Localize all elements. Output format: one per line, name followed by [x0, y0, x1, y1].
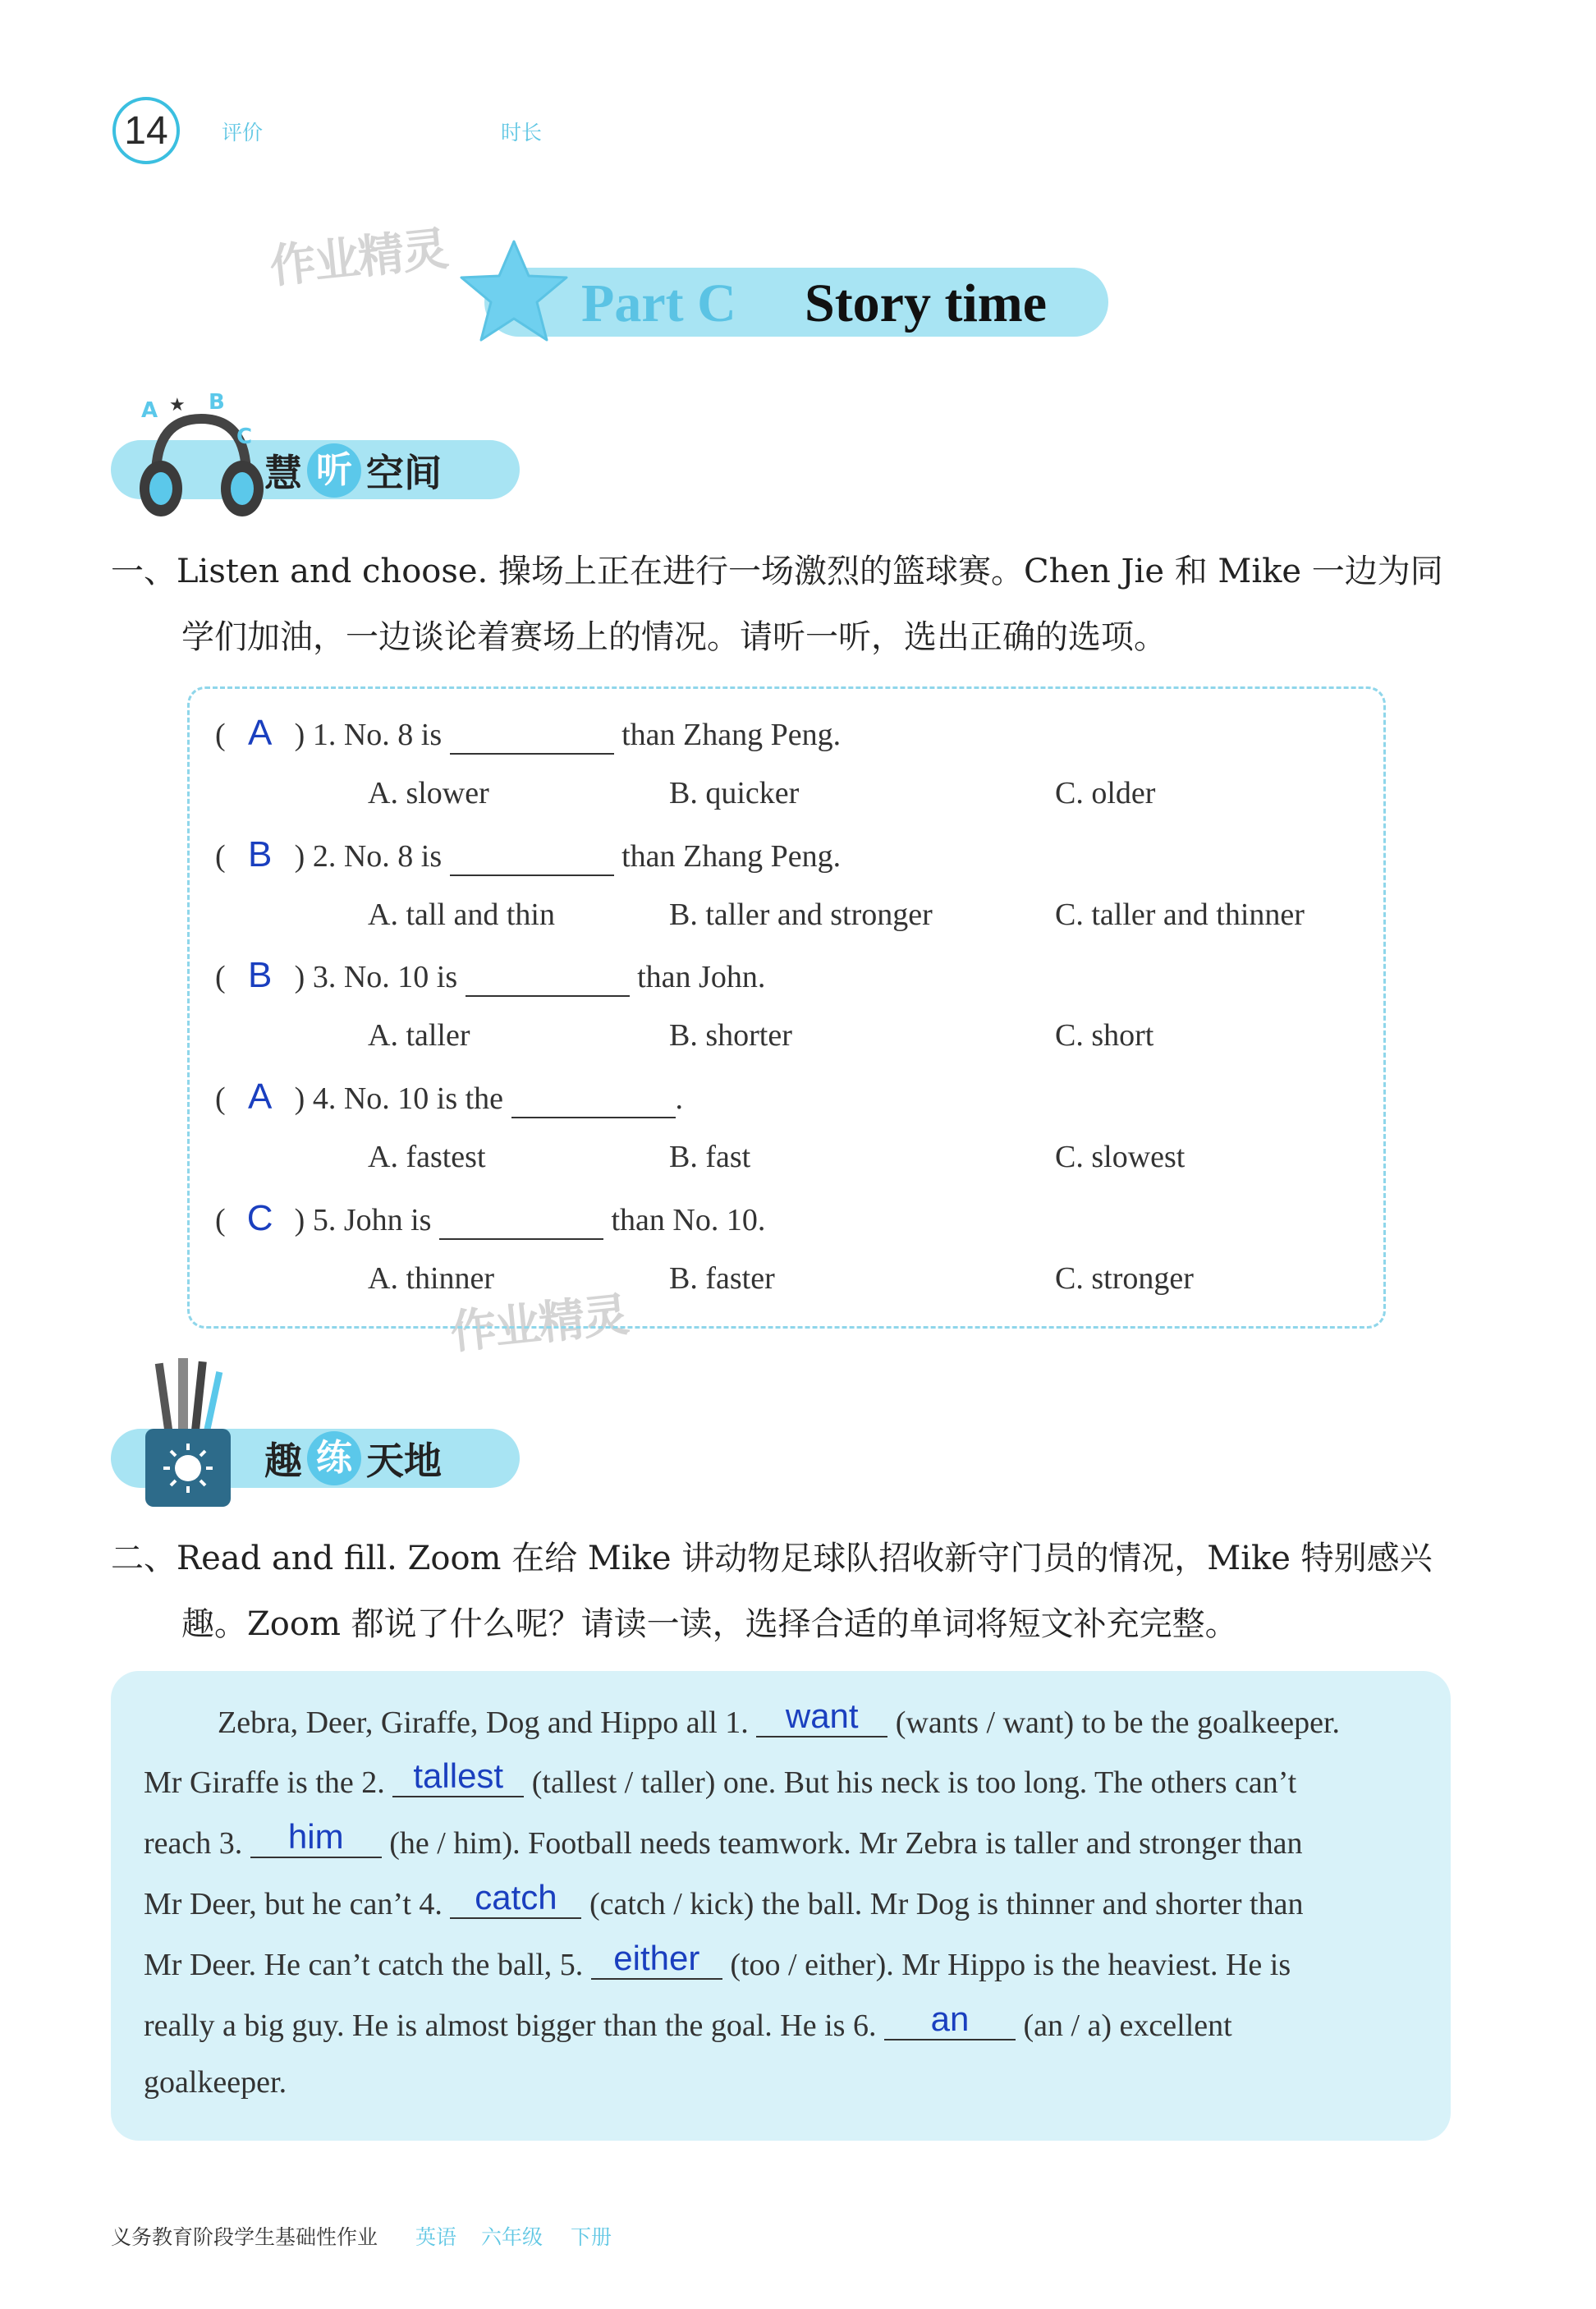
q4-option-b: B. fast: [669, 1140, 751, 1174]
answer-5: C: [246, 1198, 273, 1238]
passage-line-7: goalkeeper.: [144, 2065, 287, 2100]
passage-text: really a big guy. He is almost bigger than the goal. He is 6.: [144, 2008, 877, 2043]
passage-text: (tallest / taller) one. But his neck is too long. The others can’t: [531, 1765, 1297, 1800]
section2-instruction-line2: 趣。Zoom 都说了什么呢？请读一读，选择合适的单词将短文补充完整。: [181, 1605, 1238, 1643]
footer-grade: 六年级: [481, 2225, 543, 2249]
passage-line-4: [144, 1878, 1304, 1924]
passage-text: (too / either). Mr Hippo is the heaviest. He is: [730, 1948, 1291, 1982]
answer-3: B: [247, 955, 273, 995]
watermark-top: 作业精灵: [267, 222, 450, 295]
footer-term: 下册: [571, 2225, 612, 2249]
passage-line-2: [144, 1756, 1297, 1802]
section1-instruction-line2: 学们加油，一边谈论着赛场上的情况。请听一听，选出正确的选项。: [181, 618, 1167, 656]
question-1-stem: 1. No. 8 is: [312, 718, 443, 752]
answer-4: A: [247, 1076, 273, 1117]
practice-title-right: 天地: [366, 1439, 442, 1483]
question-1: ( A ) 1. No. 8 is than Zhang Peng.: [215, 713, 842, 753]
section1-instruction-line1: 一、Listen and choose. 操场上正在进行一场激烈的篮球赛。Chen Jie 和 Mike 一边为同: [111, 553, 1443, 590]
passage-line-3: [144, 1817, 1303, 1863]
question-2-stem: 2. No. 8 is: [312, 839, 443, 874]
duration-label: 时长: [501, 121, 543, 145]
section2-instruction-line1: 二、Read and fill. Zoom 在给 Mike 讲动物足球队招收新守门员的情况，Mike 特别感兴: [111, 1540, 1433, 1577]
question-1-blank: [450, 717, 614, 755]
q5-option-a: A. thinner: [368, 1261, 495, 1296]
svg-text:★: ★: [169, 395, 186, 415]
question-2-tail: than Zhang Peng.: [621, 839, 842, 874]
svg-text:A: A: [141, 398, 158, 423]
star-icon: [456, 238, 571, 345]
question-3: ( B ) 3. No. 10 is than John.: [215, 955, 766, 995]
answer-2: B: [247, 834, 273, 874]
part-label: Part C: [581, 273, 736, 333]
question-2-blank: [450, 838, 614, 876]
q2-option-a: A. tall and thin: [368, 897, 555, 932]
q1-option-c: C. older: [1055, 776, 1156, 810]
fill-answer-5: either: [591, 1939, 722, 1980]
passage-text: (he / him). Football needs teamwork. Mr Zebra is taller and stronger than: [389, 1826, 1303, 1861]
question-4: ( A ) 4. No. 10 is the .: [215, 1076, 684, 1117]
passage-line-1: [218, 1696, 1341, 1742]
question-5-stem: 5. John is: [312, 1203, 432, 1237]
page-title: Story time: [805, 273, 1048, 333]
question-5-tail: than No. 10.: [611, 1203, 766, 1237]
answer-1: A: [247, 713, 273, 753]
question-5-blank: [439, 1202, 603, 1240]
question-4-tail: .: [675, 1081, 684, 1116]
passage-text: Mr Deer, but he can’t 4.: [144, 1887, 443, 1921]
pencil-cup-icon: [135, 1355, 242, 1511]
q3-option-a: A. taller: [368, 1018, 470, 1053]
q3-option-c: C. short: [1055, 1018, 1154, 1053]
fill-answer-2: tallest: [392, 1756, 524, 1797]
watermark-middle: 作业精灵: [447, 1288, 631, 1361]
fill-answer-6: an: [884, 1999, 1016, 2040]
listening-title: [264, 441, 442, 500]
question-2: ( B ) 2. No. 8 is than Zhang Peng.: [215, 834, 842, 874]
footer-subject: 英语: [415, 2225, 457, 2249]
listening-title-right: 空间: [366, 451, 442, 495]
question-4-stem: 4. No. 10 is the: [312, 1081, 504, 1116]
q2-option-b: B. taller and stronger: [669, 897, 933, 932]
footer-series: 义务教育阶段学生基础性作业: [111, 2225, 378, 2249]
passage-text: Mr Deer. He can’t catch the ball, 5.: [144, 1948, 584, 1982]
svg-text:B: B: [209, 390, 225, 415]
passage-line-6: [144, 1999, 1232, 2045]
headphones-icon: [123, 386, 267, 530]
passage-text: (an / a) excellent: [1023, 2008, 1232, 2043]
question-3-stem: 3. No. 10 is: [312, 960, 458, 994]
passage-line-5: [144, 1939, 1291, 1985]
rating-label: 评价: [222, 121, 264, 145]
q2-option-c: C. taller and thinner: [1055, 897, 1305, 932]
listening-title-left: 慧: [264, 451, 302, 495]
passage-text: (wants / want) to be the goalkeeper.: [895, 1705, 1341, 1740]
svg-text:C: C: [236, 425, 253, 449]
question-4-blank: [511, 1081, 676, 1118]
fill-answer-1: want: [756, 1696, 887, 1737]
q1-option-a: A. slower: [368, 776, 489, 810]
passage-text: Zebra, Deer, Giraffe, Dog and Hippo all 1.: [218, 1705, 749, 1740]
page-number: 14: [112, 97, 180, 164]
fill-answer-4: catch: [450, 1878, 581, 1919]
question-3-blank: [466, 959, 630, 997]
listening-title-circle: 听: [307, 443, 361, 498]
passage-text: (catch / kick) the ball. Mr Dog is thinner and shorter than: [589, 1887, 1304, 1921]
q4-option-c: C. slowest: [1055, 1140, 1186, 1174]
q5-option-b: B. faster: [669, 1261, 775, 1296]
fill-answer-3: him: [250, 1817, 382, 1858]
q4-option-a: A. fastest: [368, 1140, 486, 1174]
practice-title: [264, 1429, 442, 1488]
question-5: ( C ) 5. John is than No. 10.: [215, 1198, 766, 1238]
q1-option-b: B. quicker: [669, 776, 800, 810]
passage-text: reach 3.: [144, 1826, 243, 1861]
q5-option-c: C. stronger: [1055, 1261, 1194, 1296]
q3-option-b: B. shorter: [669, 1018, 792, 1053]
question-3-tail: than John.: [637, 960, 766, 994]
passage-text: Mr Giraffe is the 2.: [144, 1765, 385, 1800]
practice-title-circle: 练: [307, 1431, 361, 1485]
question-1-tail: than Zhang Peng.: [621, 718, 842, 752]
practice-title-left: 趣: [264, 1439, 302, 1483]
